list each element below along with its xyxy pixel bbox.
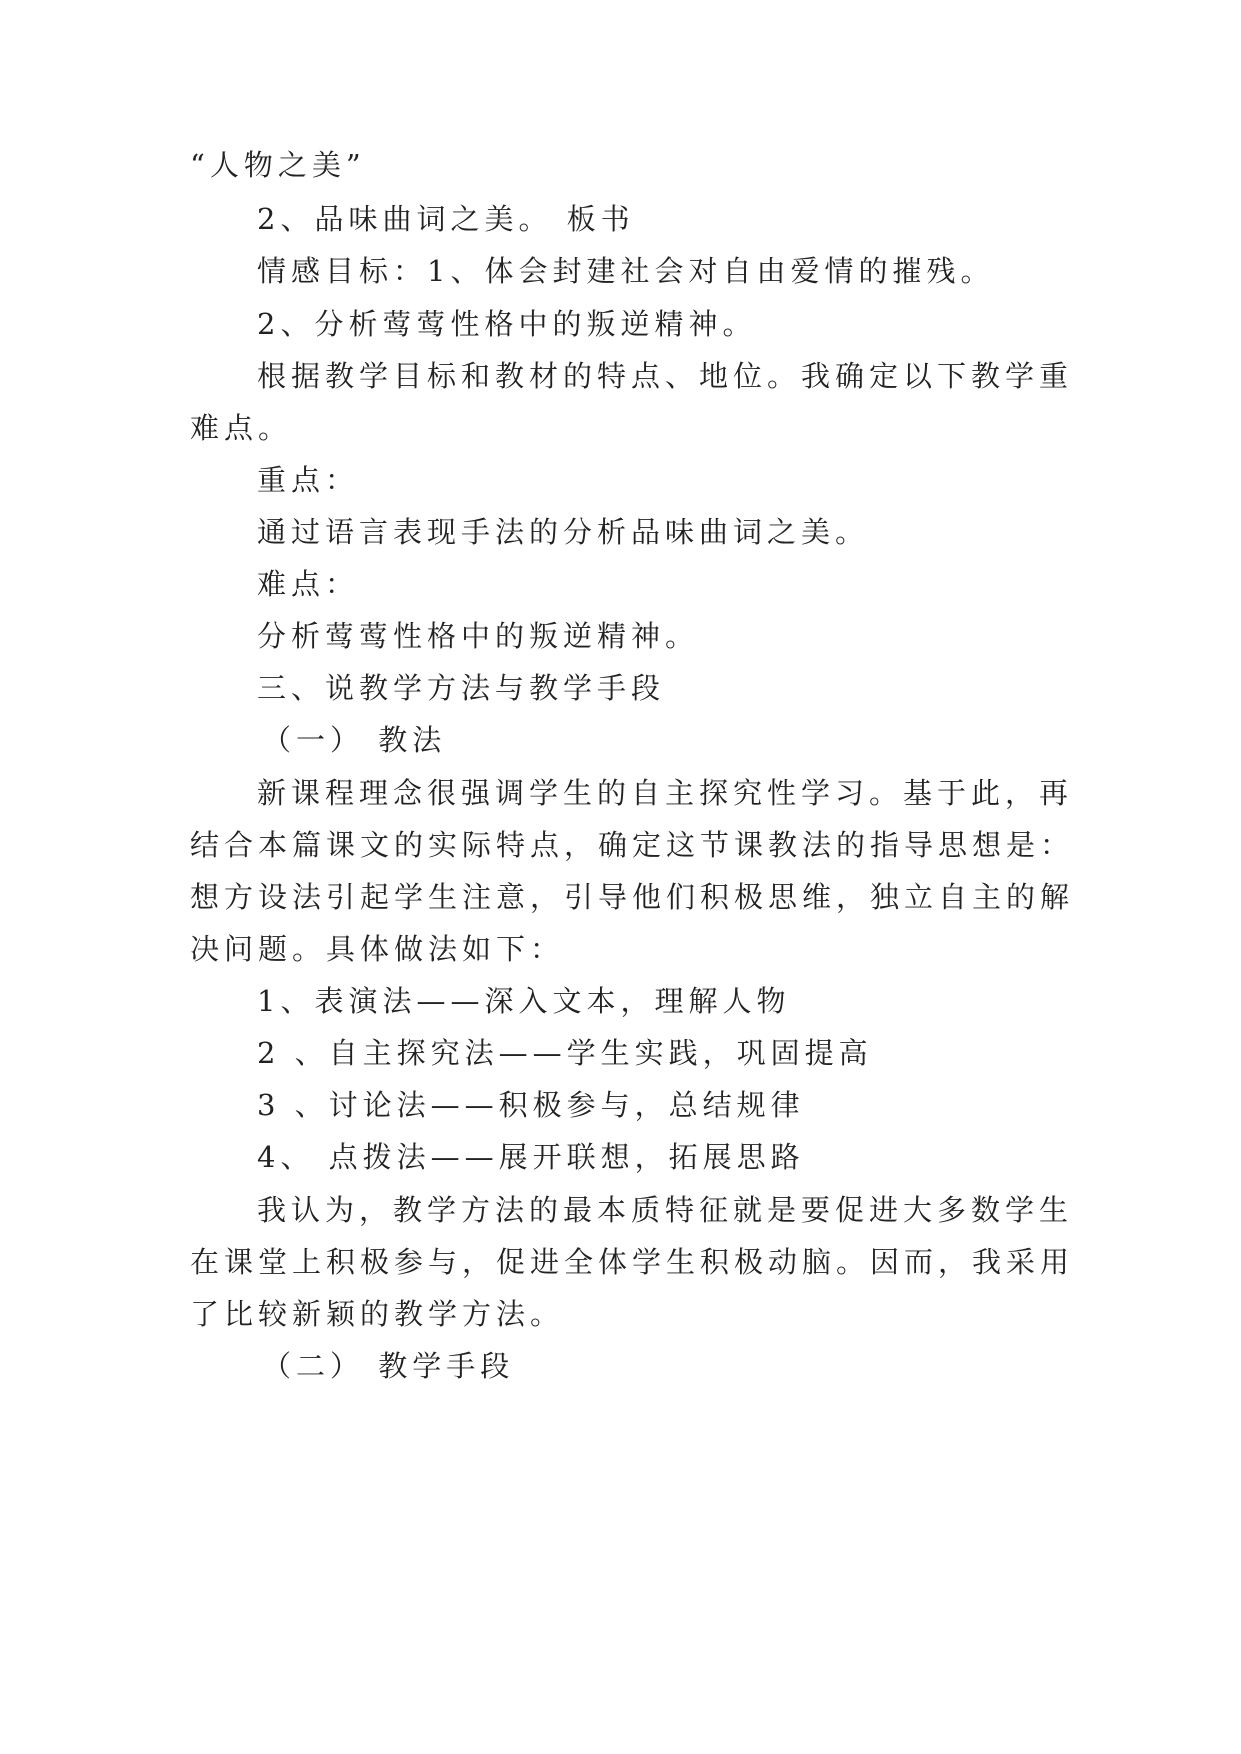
text-line-17: 1、表演法——深入文本，理解人物 <box>257 984 791 1018</box>
text-line-20: 4、 点拨法——展开联想，拓展思路 <box>257 1140 805 1174</box>
text-line-14: 结合本篇课文的实际特点，确定这节课教法的指导思想是： <box>190 828 1075 862</box>
text-line-9: 难点： <box>257 567 360 601</box>
text-line-15: 想方设法引起学生注意，引导他们积极思维，独立自主的解 <box>190 880 1075 914</box>
text-line-12: （一） 教法 <box>262 723 447 757</box>
text-line-10: 分析莺莺性格中的叛逆精神。 <box>257 619 700 653</box>
text-line-13: 新课程理念很强调学生的自主探究性学习。基于此，再 <box>257 776 1074 810</box>
text-line-18: 2 、自主探究法——学生实践，巩固提高 <box>257 1036 873 1070</box>
text-line-3: 情感目标：1、体会封建社会对自由爱情的摧残。 <box>257 254 995 288</box>
text-line-6: 难点。 <box>190 411 293 445</box>
text-line-1: “人物之美” <box>190 148 366 182</box>
text-line-23: 了比较新颖的教学方法。 <box>190 1297 565 1331</box>
text-line-5: 根据教学目标和教材的特点、地位。我确定以下教学重 <box>257 359 1074 393</box>
text-line-8: 通过语言表现手法的分析品味曲词之美。 <box>257 515 870 549</box>
text-line-7: 重点： <box>257 463 360 497</box>
text-line-4: 2、分析莺莺性格中的叛逆精神。 <box>257 307 757 341</box>
text-line-19: 3 、讨论法——积极参与，总结规律 <box>257 1088 805 1122</box>
text-line-2: 2、品味曲词之美。 板书 <box>257 202 635 236</box>
text-line-21: 我认为，教学方法的最本质特征就是要促进大多数学生 <box>257 1193 1074 1227</box>
text-line-16: 决问题。具体做法如下： <box>190 932 565 966</box>
text-line-24: （二） 教学手段 <box>262 1349 515 1383</box>
text-line-22: 在课堂上积极参与，促进全体学生积极动脑。因而，我采用 <box>190 1245 1075 1279</box>
text-line-11: 三、说教学方法与教学手段 <box>257 671 666 705</box>
